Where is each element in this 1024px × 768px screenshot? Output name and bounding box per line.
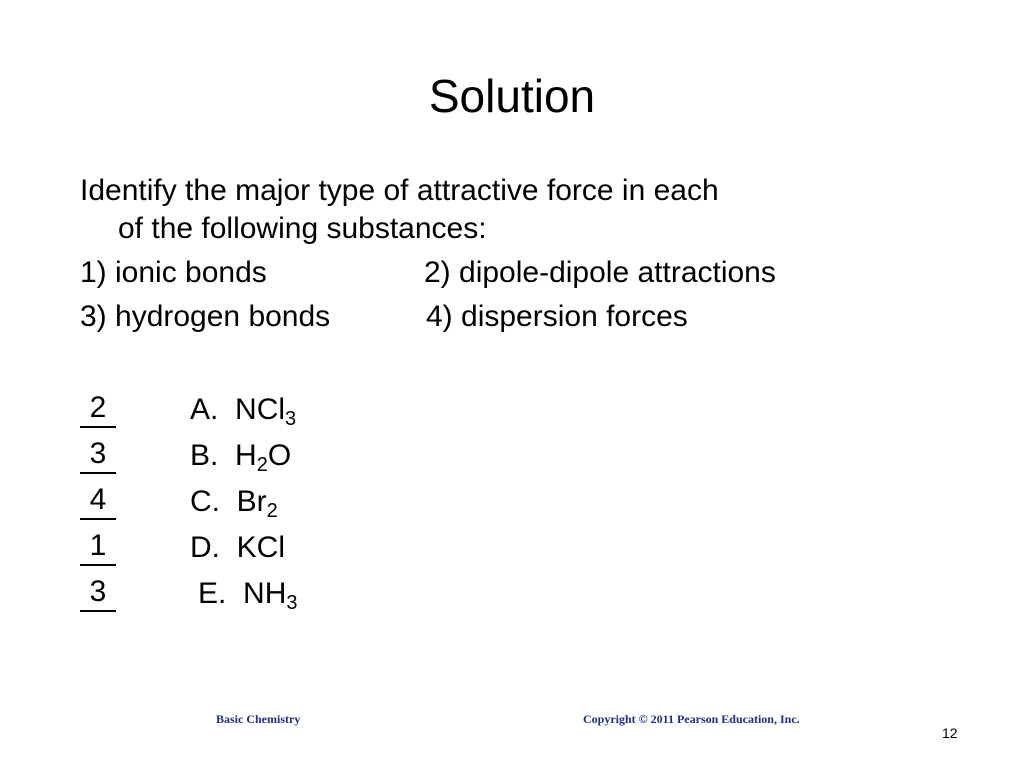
substance-label: [190, 528, 285, 568]
option-ionic-bonds: 1) ionic bonds: [80, 256, 267, 289]
formula-main: KCl: [236, 531, 286, 564]
option-dispersion-forces: 4) dispersion forces: [426, 300, 688, 333]
footer-book-title: Basic Chemistry: [216, 712, 301, 726]
answer-blank: 3: [80, 436, 116, 474]
substance-label: [190, 390, 296, 430]
substance-letter: B.: [190, 439, 219, 472]
substance-label: [198, 574, 298, 614]
option-dipole-dipole: 2) dipole-dipole attractions: [424, 256, 776, 289]
answer-blank: 2: [80, 390, 116, 428]
question-prompt-line-1: Identify the major type of attractive force in each: [80, 174, 719, 207]
substance-label: [190, 436, 291, 476]
formula-main: Br: [236, 485, 267, 518]
slide-title: Solution: [428, 70, 596, 122]
answer-blank: 1: [80, 528, 116, 566]
formula-subscript: 2: [256, 454, 268, 476]
substance-letter: E.: [198, 577, 227, 610]
substance-letter: D.: [190, 531, 220, 564]
option-hydrogen-bonds: 3) hydrogen bonds: [80, 300, 331, 333]
formula-main: NCl: [235, 393, 286, 426]
page-number: 12: [942, 725, 958, 741]
substance-label: [190, 482, 278, 522]
answer-blank: 3: [80, 574, 116, 612]
answer-blank: 4: [80, 482, 116, 520]
substance-letter: A.: [190, 393, 219, 426]
substance-letter: C.: [190, 485, 220, 518]
formula-subscript: 3: [285, 408, 297, 430]
question-prompt-line-2: of the following substances:: [118, 212, 487, 245]
formula-main: H: [235, 439, 257, 472]
footer-copyright: Copyright © 2011 Pearson Education, Inc.: [583, 712, 800, 726]
formula-subscript: 2: [266, 500, 278, 522]
formula-subscript: 3: [286, 592, 298, 614]
formula-tail: O: [267, 439, 292, 472]
formula-main: NH: [243, 577, 287, 610]
